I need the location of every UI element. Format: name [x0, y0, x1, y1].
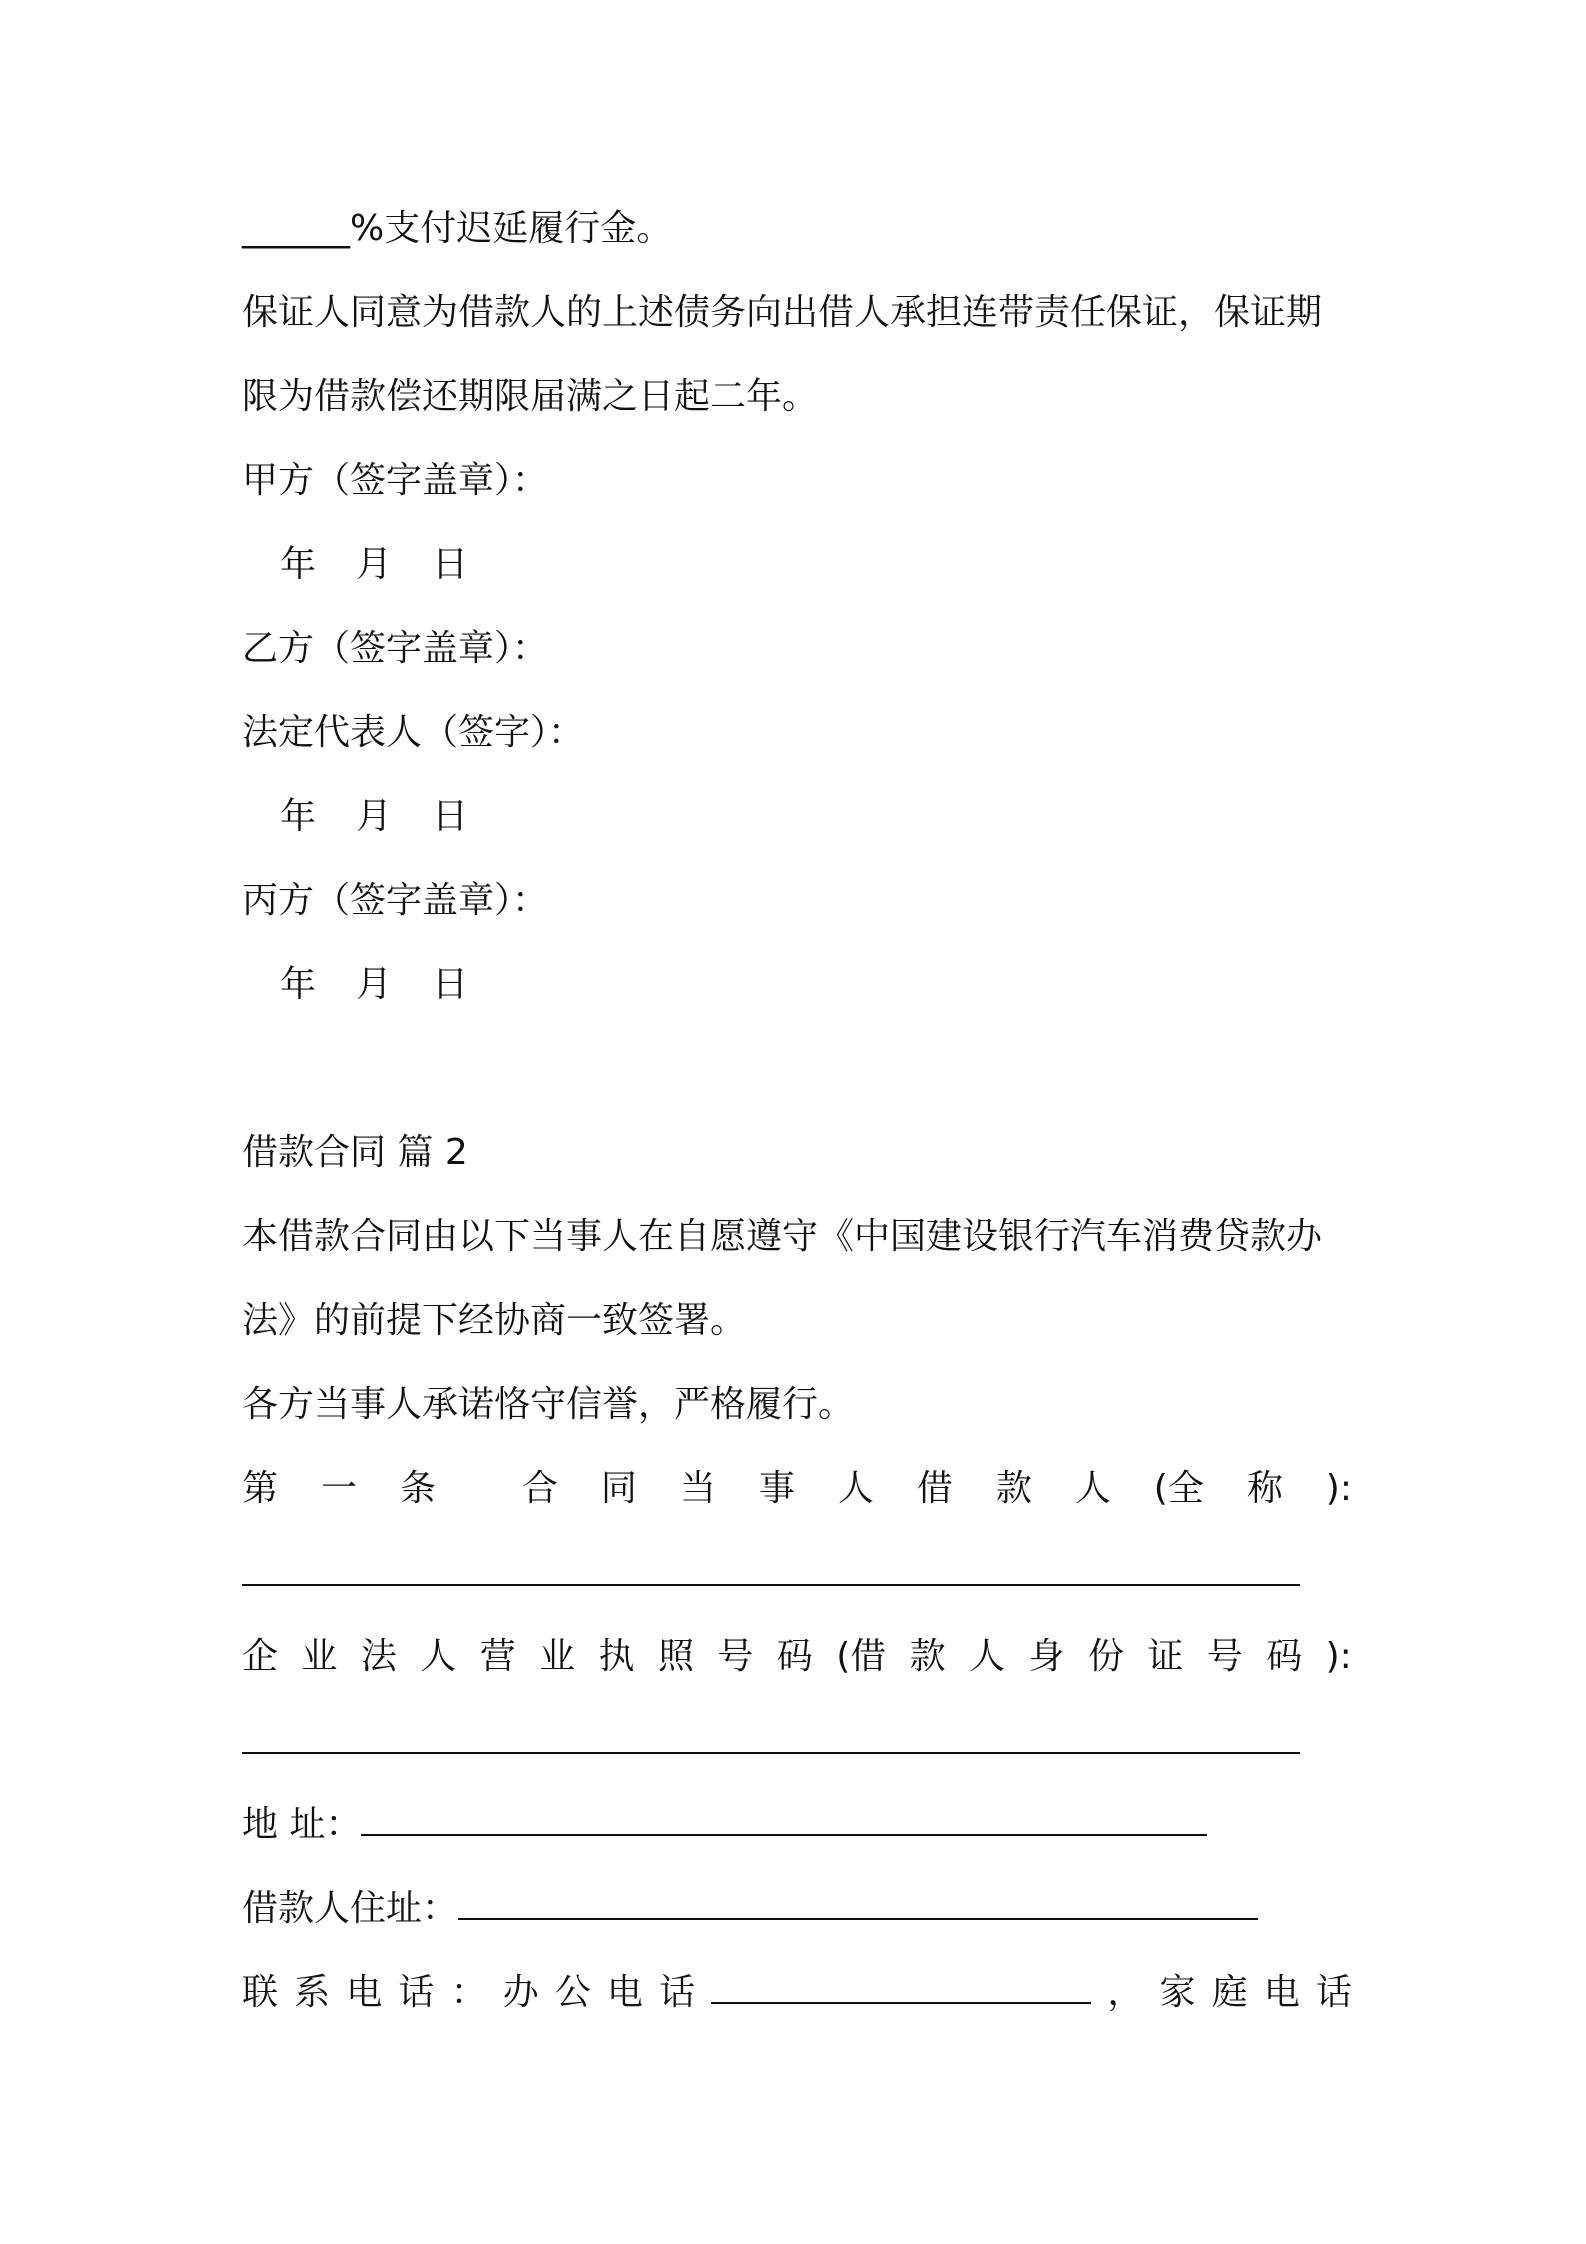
intro-line-2: 法》的前提下经协商一致签署。	[242, 1300, 747, 1341]
section-title: 借款合同 篇 2	[242, 1132, 468, 1173]
late-fee-line	[242, 208, 672, 250]
char: 证	[1147, 1636, 1184, 1677]
char: 人	[837, 1468, 874, 1509]
date-day: 日	[432, 796, 469, 837]
phone-line	[242, 1972, 1352, 2014]
char: 业	[539, 1636, 576, 1677]
char: 一	[320, 1468, 357, 1509]
char: 人	[420, 1636, 457, 1677]
char: ：	[450, 1972, 487, 2013]
date-year: 年	[280, 544, 317, 585]
char: 号	[717, 1636, 754, 1677]
char: 号	[1206, 1636, 1243, 1677]
char: 话	[659, 1972, 696, 2013]
char: 法	[360, 1636, 397, 1677]
char: 营	[479, 1636, 516, 1677]
guarantee-line-2: 限为借款偿还期限届满之日起二年。	[242, 376, 819, 417]
late-fee-text: %支付迟延履行金。	[350, 208, 673, 249]
char: 人	[1074, 1468, 1111, 1509]
license-number-line	[242, 1636, 1352, 1678]
char: 电	[606, 1972, 643, 2013]
intro-line-1: 本借款合同由以下当事人在自愿遵守《中国建设银行汽车消费贷款办	[242, 1216, 1323, 1257]
char: 办	[502, 1972, 539, 2013]
char: 款	[909, 1636, 946, 1677]
char: 电	[1263, 1972, 1300, 2013]
date-month: 月	[356, 796, 393, 837]
char: 业	[301, 1636, 338, 1677]
date-year: 年	[280, 796, 317, 837]
char: 份	[1087, 1636, 1124, 1677]
date-month: 月	[356, 964, 393, 1005]
party-b-date	[280, 796, 468, 838]
date-month: 月	[356, 544, 393, 585]
char: 话	[398, 1972, 435, 2013]
borrower-address-line	[242, 1888, 1258, 1930]
char: 称	[1246, 1468, 1283, 1509]
char: 照	[657, 1636, 694, 1677]
address-line	[242, 1804, 1207, 1846]
date-day: 日	[432, 964, 469, 1005]
office-phone-blank	[711, 1972, 1091, 2004]
party-a-signature-label: 甲方（签字盖章）：	[242, 460, 549, 501]
char: 第	[242, 1468, 279, 1509]
party-c-date	[280, 964, 468, 1006]
char: 条	[399, 1468, 436, 1509]
blank-field: ______	[242, 208, 350, 249]
license-number-blank	[242, 1752, 1300, 1754]
char: 事	[758, 1468, 795, 1509]
borrower-address-blank	[458, 1888, 1258, 1920]
char: 公	[554, 1972, 591, 2013]
address-label: 地 址：	[242, 1804, 362, 1845]
party-c-signature-label: 丙方（签字盖章）：	[242, 880, 549, 921]
char: (全	[1153, 1468, 1204, 1509]
char: 话	[1315, 1972, 1352, 2013]
char: 联	[242, 1972, 279, 2013]
party-a-date	[280, 544, 468, 586]
date-year: 年	[280, 964, 317, 1005]
borrower-address-label: 借款人住址：	[242, 1888, 459, 1929]
char: 执	[598, 1636, 635, 1677]
char: 码	[776, 1636, 813, 1677]
char: 家	[1159, 1972, 1196, 2013]
legal-representative-label: 法定代表人（签字）：	[242, 712, 585, 753]
char: 款	[995, 1468, 1032, 1509]
char: 码	[1266, 1636, 1303, 1677]
char: 人	[969, 1636, 1006, 1677]
address-blank	[361, 1804, 1207, 1836]
char: ):	[1325, 1468, 1352, 1509]
char: 当	[679, 1468, 716, 1509]
char: 借	[916, 1468, 953, 1509]
borrower-name-blank	[242, 1584, 1300, 1586]
char: 身	[1028, 1636, 1065, 1677]
char: 电	[346, 1972, 383, 2013]
date-day: 日	[432, 544, 469, 585]
char: ，	[1107, 1972, 1144, 2013]
char: 同	[600, 1468, 637, 1509]
party-b-signature-label: 乙方（签字盖章）：	[242, 628, 549, 669]
char: (借	[836, 1636, 887, 1677]
char: 合	[521, 1468, 558, 1509]
guarantee-line-1: 保证人同意为借款人的上述债务向出借人承担连带责任保证，保证期	[242, 292, 1323, 333]
char: ):	[1325, 1636, 1352, 1677]
char: 系	[294, 1972, 331, 2013]
commitment-line: 各方当事人承诺恪守信誉，严格履行。	[242, 1384, 855, 1425]
char: 企	[242, 1636, 279, 1677]
char: 庭	[1211, 1972, 1248, 2013]
article-1-line	[242, 1468, 1352, 1510]
